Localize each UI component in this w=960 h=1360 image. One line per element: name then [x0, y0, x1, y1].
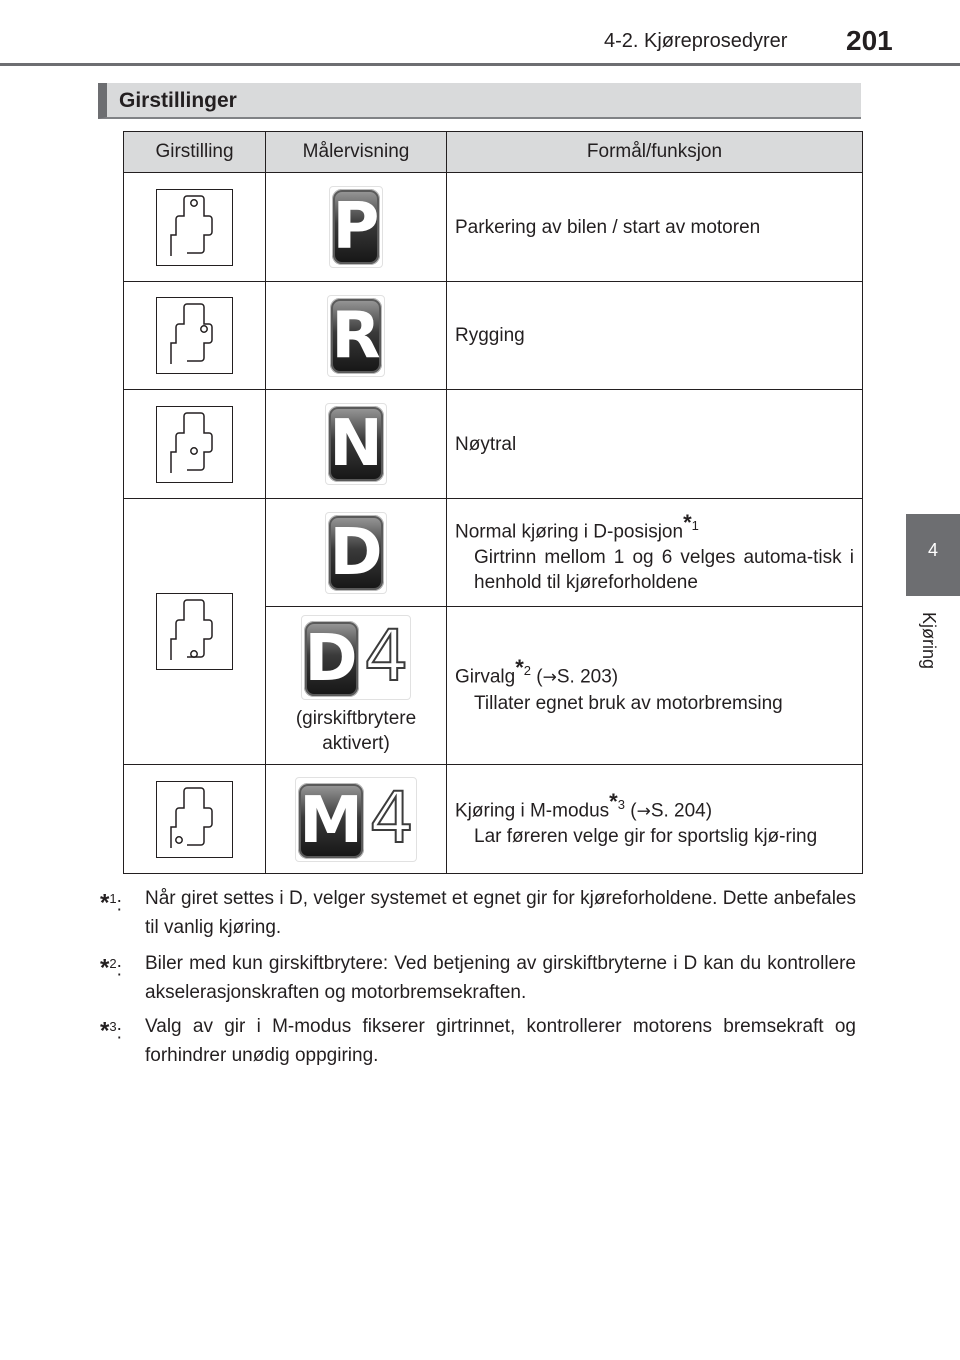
purpose-cell [447, 499, 863, 607]
gear-letter: M [299, 783, 363, 858]
gear-letter: D [304, 622, 358, 696]
page-reference: S. 204) [650, 800, 713, 822]
meter-badge [325, 512, 386, 594]
chapter-number: 4 [927, 540, 938, 560]
footnote-text: Når giret settes i D, velger systemet et egnet gir for kjøreforholdene. Dette anbefales til vanlig kjøring. [145, 888, 856, 938]
footnote-text: Valg av gir i M-modus fikserer girtrinnet, kontrollerer motorens bremsekraft og forhindrer unødig oppgiring. [145, 1016, 856, 1066]
footnote-ref: *3 [609, 788, 625, 814]
page-reference: S. 203) [556, 666, 619, 688]
table-header-row [124, 132, 863, 173]
header-divider [0, 63, 960, 66]
gear-letter: D [329, 515, 383, 590]
column-header: Girstilling [124, 132, 266, 173]
purpose-detail: Tillater egnet bruk av motorbremsing [474, 692, 783, 714]
meter-badge [325, 403, 387, 485]
column-header: Formål/funksjon [447, 132, 863, 173]
gear-letter: P [332, 190, 380, 264]
section-title: 4-2. Kjøreprosedyrer [604, 30, 788, 52]
footnote [100, 1012, 856, 1070]
meter-display-cell [266, 607, 447, 765]
meter-caption: (girskiftbrytere aktivert) [295, 708, 417, 754]
arrow-icon: → [542, 667, 557, 688]
purpose-text: Girvalg [455, 666, 516, 688]
meter-display-cell [266, 282, 447, 390]
meter-display-cell [266, 173, 447, 282]
shift-pattern-m-icon [156, 781, 233, 858]
purpose-text: Kjøring i M-modus [455, 800, 610, 822]
gear-position-cell [124, 390, 266, 499]
purpose-cell: Kjøring i M-modus$^{*3}$ (→S. 204) Lar føreren velge gir for sportslig kjø-ring [447, 765, 863, 874]
table-row [124, 173, 863, 282]
gear-letter: R [331, 298, 381, 373]
purpose-cell [447, 390, 863, 499]
arrow-icon: → [636, 801, 651, 822]
gear-digit: 4 [363, 615, 409, 697]
purpose-text: Normal kjøring i D-posisjon [455, 521, 684, 543]
purpose-cell: Girvalg$^{*2}$ (→S. 203) Tillater egnet bruk av motorbremsing [447, 607, 863, 765]
meter-display-cell [266, 499, 447, 607]
gear-position-cell [124, 765, 266, 874]
gear-position-cell [124, 282, 266, 390]
section-heading-text: Girstillinger [119, 89, 237, 112]
meter-badge [301, 615, 412, 700]
footnote-text: Biler med kun girskiftbrytere: Ved betjening av girskiftbryterne i D kan du kontrollere akselerasjonskraften og motorbremsekraften. [145, 953, 856, 1003]
chapter-tab [906, 514, 960, 596]
table-row [124, 499, 863, 607]
meter-display-cell [266, 765, 447, 874]
footnote [100, 949, 856, 1007]
column-header: Målervisning [266, 132, 447, 173]
shift-pattern-d-icon [156, 593, 233, 670]
purpose-text: Parkering av bilen / start av motoren [455, 216, 761, 238]
footnote-ref: *2 [515, 655, 531, 681]
footnote-marker: *$^1$: [100, 889, 122, 917]
table-row [124, 765, 863, 874]
footnote-marker: *$^3$: [100, 1017, 122, 1045]
gear-letter: N [329, 407, 383, 481]
page-number: 201 [846, 25, 893, 56]
table-row [124, 282, 863, 390]
purpose-text: Nøytral [455, 433, 517, 455]
shift-pattern-p-icon [156, 189, 233, 266]
gear-positions-table [123, 131, 863, 874]
purpose-cell [447, 282, 863, 390]
shift-pattern-n-icon [156, 406, 233, 483]
gear-position-cell [124, 499, 266, 765]
table-row [124, 390, 863, 499]
footnote-marker: *$^2$: [100, 954, 122, 982]
chapter-label: Kjøring [919, 612, 939, 670]
gear-digit: 4 [369, 776, 414, 859]
section-heading [98, 83, 861, 119]
footnote [100, 884, 856, 942]
purpose-cell [447, 173, 863, 282]
meter-badge [327, 295, 384, 377]
purpose-text: Rygging [455, 325, 525, 346]
purpose-detail: Girtrinn mellom 1 og 6 velges automa-tisk i henhold til kjøreforholdene [474, 546, 854, 593]
meter-badge [329, 186, 384, 268]
meter-display-cell [266, 390, 447, 499]
meter-badge [295, 777, 417, 862]
purpose-detail: Lar føreren velge gir for sportslig kjø-ring [474, 826, 818, 848]
shift-pattern-r-icon [156, 297, 233, 374]
gear-position-cell [124, 173, 266, 282]
footnote-ref: *1 [683, 510, 699, 536]
